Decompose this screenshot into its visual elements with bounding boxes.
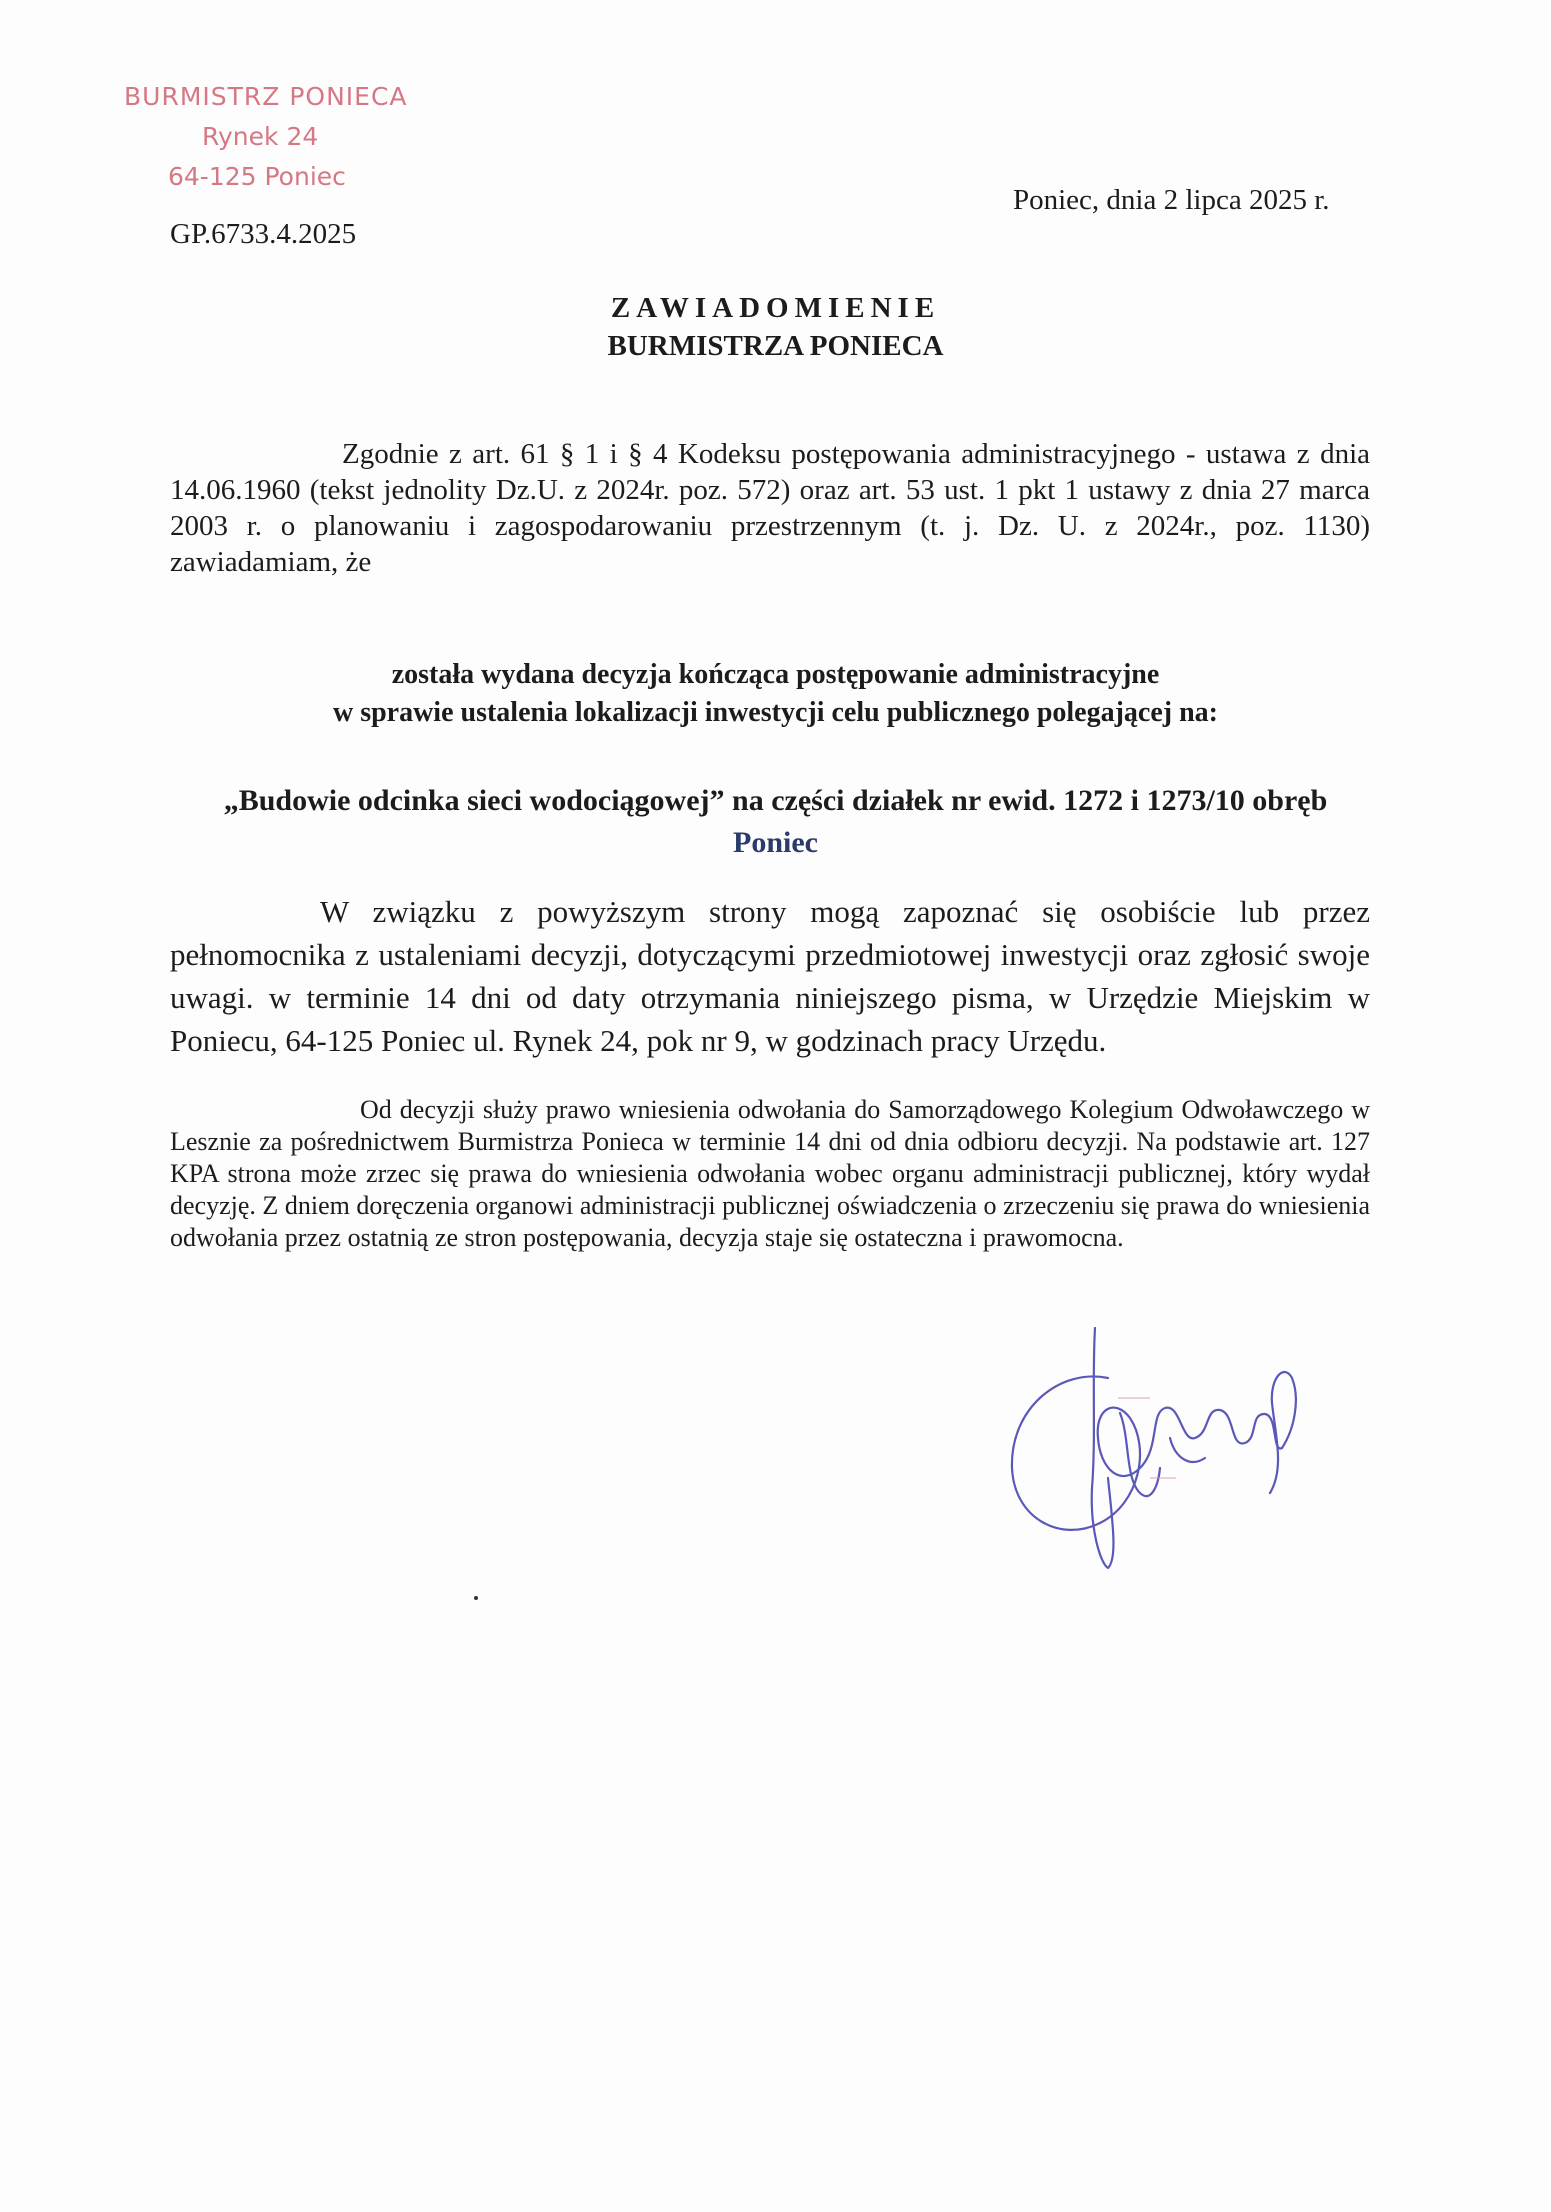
investment-line-2: Poniec (733, 826, 818, 859)
investment-description (0, 780, 1551, 864)
appeal-paragraph: Od decyzji służy prawo wniesienia odwołania do Samorządowego Kolegium Odwoławczego w Lesznie za pośrednictwem Burmistrza Ponieca w terminie 14 dni od dnia odbioru decyzji. Na podstawie art. 127 KPA strona może zrzec się prawa do wniesienia odwołania wobec organu administracji publicznej, który wydał decyzję. Z dniem doręczenia organowi administracji publicznej oświadczenia o zrzeczeniu się prawa do wniesienia odwołania przez ostatnią ze stron postępowania, decyzja staje się ostateczna i prawomocna. (170, 1095, 1370, 1252)
stamp-line-1: BURMISTRZ PONIECA (124, 82, 408, 111)
reference-number: GP.6733.4.2025 (170, 218, 357, 250)
inspection-paragraph: W związku z powyższym strony mogą zapoznać się osobiście lub przez pełnomocnika z ustaleniami decyzji, dotyczącymi przedmiotowej inwestycji oraz zgłosić swoje uwagi. w terminie 14 dni od daty otrzymania niniejszego pisma, w Urzędzie Miejskim w Poniecu, 64-125 Poniec ul. Rynek 24, pok nr 9, w godzinach pracy Urzędu. (170, 894, 1370, 1058)
document-subtitle: BURMISTRZA PONIECA (607, 330, 944, 362)
investment-line-1: „Budowie odcinka sieci wodociągowej” na części działek nr ewid. 1272 i 1273/10 obręb (223, 784, 1328, 817)
intro-paragraph: Zgodnie z art. 61 § 1 i § 4 Kodeksu postępowania administracyjnego - ustawa z dnia 14.06.1960 (tekst jednolity Dz.U. z 2024r. poz. 572) oraz art. 53 ust. 1 pkt 1 ustawy z dnia 27 marca 2003 r. o planowaniu i zagospodarowaniu przestrzennym (t. j. Dz. U. z 2024r., poz. 1130) zawiadamiam, że (170, 438, 1370, 578)
scan-artifact-dot (474, 1596, 478, 1600)
stamp-line-2: Rynek 24 (202, 122, 319, 151)
decision-statement-line-2: w sprawie ustalenia lokalizacji inwestycji celu publicznego polegającej na: (332, 697, 1219, 728)
decision-statement-line-1: została wydana decyzja kończąca postępowanie administracyjne (391, 659, 1160, 690)
decision-statement (0, 656, 1551, 732)
document-date: Poniec, dnia 2 lipca 2025 r. (1013, 184, 1330, 216)
stamp-line-3: 64-125 Poniec (168, 162, 346, 191)
document-title: ZAWIADOMIENIE (610, 292, 941, 324)
handwritten-signature (1000, 1318, 1320, 1578)
